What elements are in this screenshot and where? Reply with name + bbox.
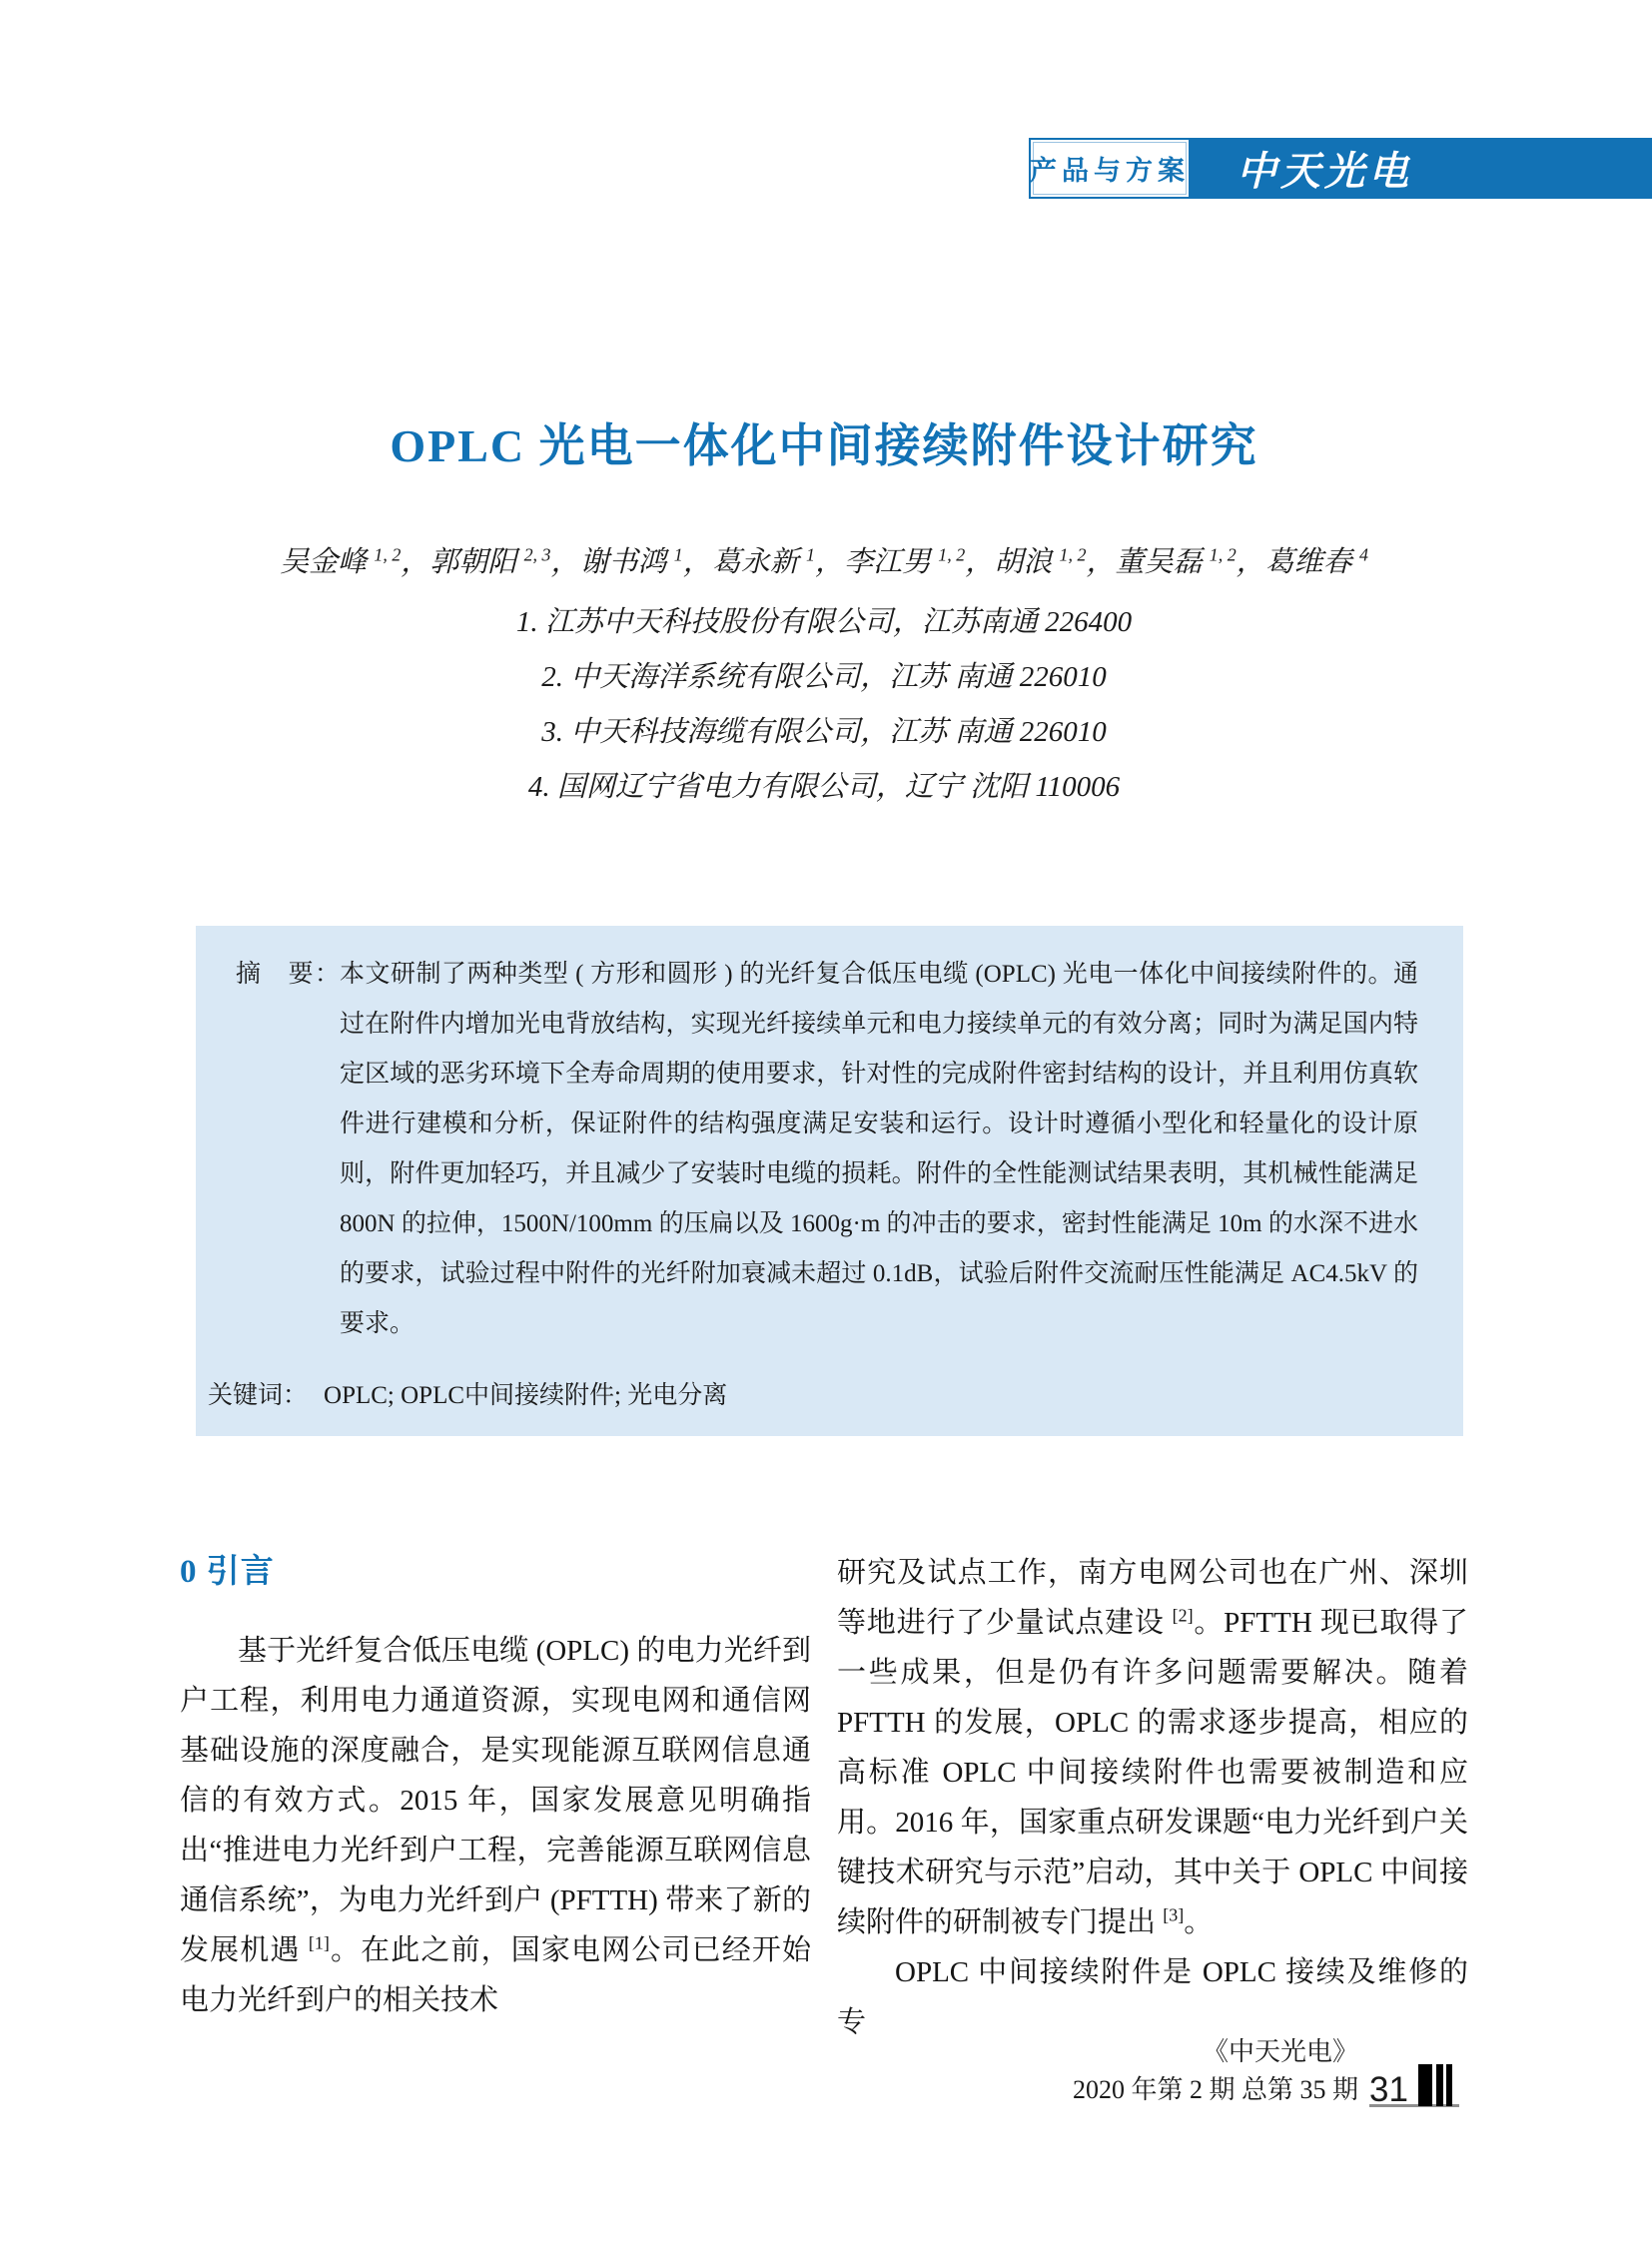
affiliation-4: 4. 国网辽宁省电力有限公司，辽宁 沈阳 110006 [527, 771, 1121, 803]
page-number: 31 [1369, 2070, 1408, 2109]
footer-issue-info [1073, 2033, 1358, 2109]
left-column [180, 1548, 811, 2047]
abstract-text: 本文研制了两种类型 ( 方形和圆形 ) 的光纤复合低压电缆 (OPLC) 光电一体化中间接续附件的。通过在附件内增加光电背放结构，实现光纤接续单元和电力接续单元的有效分离；同时为满足国内特定区域的恶劣环境下全寿命周期的使用要求，针对性的完成附件密封结构的设计，并且利用仿真软件进行建模和分析，保证附件的结构强度满足安装和运行。设计时遵循小型化和轻量化的设计原则，附件更加轻巧，并且减少了安装时电缆的损耗。附件的全性能测试结果表明，其机械性能满足 800N 的拉伸，1500N/100mm 的压扁以及 1600g·m 的冲击的要求，密封性能满足 10m 的水深不进水的要求，试验过程中附件的光纤附加衰减未超过 0.1dB，试验后附件交流耐压性能满足 AC4.5kV 的要求。 [340, 961, 1418, 1337]
issue-info: 2020 年第 2 期 总第 35 期 [1072, 2075, 1358, 2104]
intro-paragraph-right-1: 研究及试点工作，南方电网公司也在广州、深圳等地进行了少量试点建设 [2]。PFTTH 现已取得了一些成果，但是仍有许多问题需要解决。随着 PFTTH 的发展，OPLC 的需求逐步提高，相应的高标准 OPLC 中间接续附件也需要被制造和应用。2016 年，国家重点研发课题“电力光纤到户关键技术研究与示范”启动，其中关于 OPLC 中间接续附件的研制被专门提出 [3]。 [837, 1557, 1468, 1938]
keywords-row [208, 1371, 1418, 1421]
abstract-label: 摘 要： [236, 961, 340, 988]
affiliation-2: 2. 中天海洋系统有限公司，江苏 南通 226010 [541, 661, 1107, 693]
intro-paragraph-right-2: OPLC 中间接续附件是 OPLC 接续及维修的专 [837, 1956, 1468, 2038]
right-column [837, 1548, 1468, 2047]
barcode-marks [1418, 2064, 1452, 2106]
page-header [0, 138, 1652, 199]
section-tag-label: 产品与方案 [1030, 156, 1190, 186]
affiliation-3: 3. 中天科技海缆有限公司，江苏 南通 226010 [541, 716, 1107, 748]
article-body [180, 1548, 1468, 2047]
section-heading-intro: 0 引言 [180, 1554, 275, 1590]
journal-name: 《中天光电》 [1202, 2037, 1358, 2066]
section-tag-box [1029, 138, 1191, 199]
page-number-block [1369, 2059, 1459, 2107]
affiliations-list [180, 595, 1468, 815]
brand-bar [1191, 138, 1652, 199]
intro-paragraph-left: 基于光纤复合低压电缆 (OPLC) 的电力光纤到户工程，利用电力通道资源，实现电网和通信网基础设施的深度融合，是实现能源互联网信息通信的有效方式。2015 年，国家发展意见明确指出“推进电力光纤到户工程，完善能源互联网信息通信系统”，为电力光纤到户 (PFTTH) 带来了新的发展机遇 [1]。在此之前，国家电网公司已经开始电力光纤到户的相关技术 [180, 1635, 811, 2016]
brand-logo: 中天光电 [1237, 148, 1412, 195]
authors-line: 吴金峰 $^{1, 2}$，郭朝阳 $^{2, 3}$，谢书鸿 $^1$，葛永新 $^1$，李江男 $^{1, 2}$，胡浪 $^{1, 2}$，董吴磊 $^{1, 2}$，葛维春 $^4$ [280, 544, 1368, 578]
affiliation-1: 1. 江苏中天科技股份有限公司，江苏南通 226400 [515, 606, 1133, 638]
abstract-row [236, 950, 1418, 1349]
keywords-text: OPLC; OPLC中间接续附件; 光电分离 [324, 1382, 728, 1409]
abstract-box [196, 926, 1463, 1436]
article-title: OPLC 光电一体化中间接续附件设计研究 [390, 420, 1258, 471]
keywords-label: 关键词： [208, 1382, 309, 1409]
